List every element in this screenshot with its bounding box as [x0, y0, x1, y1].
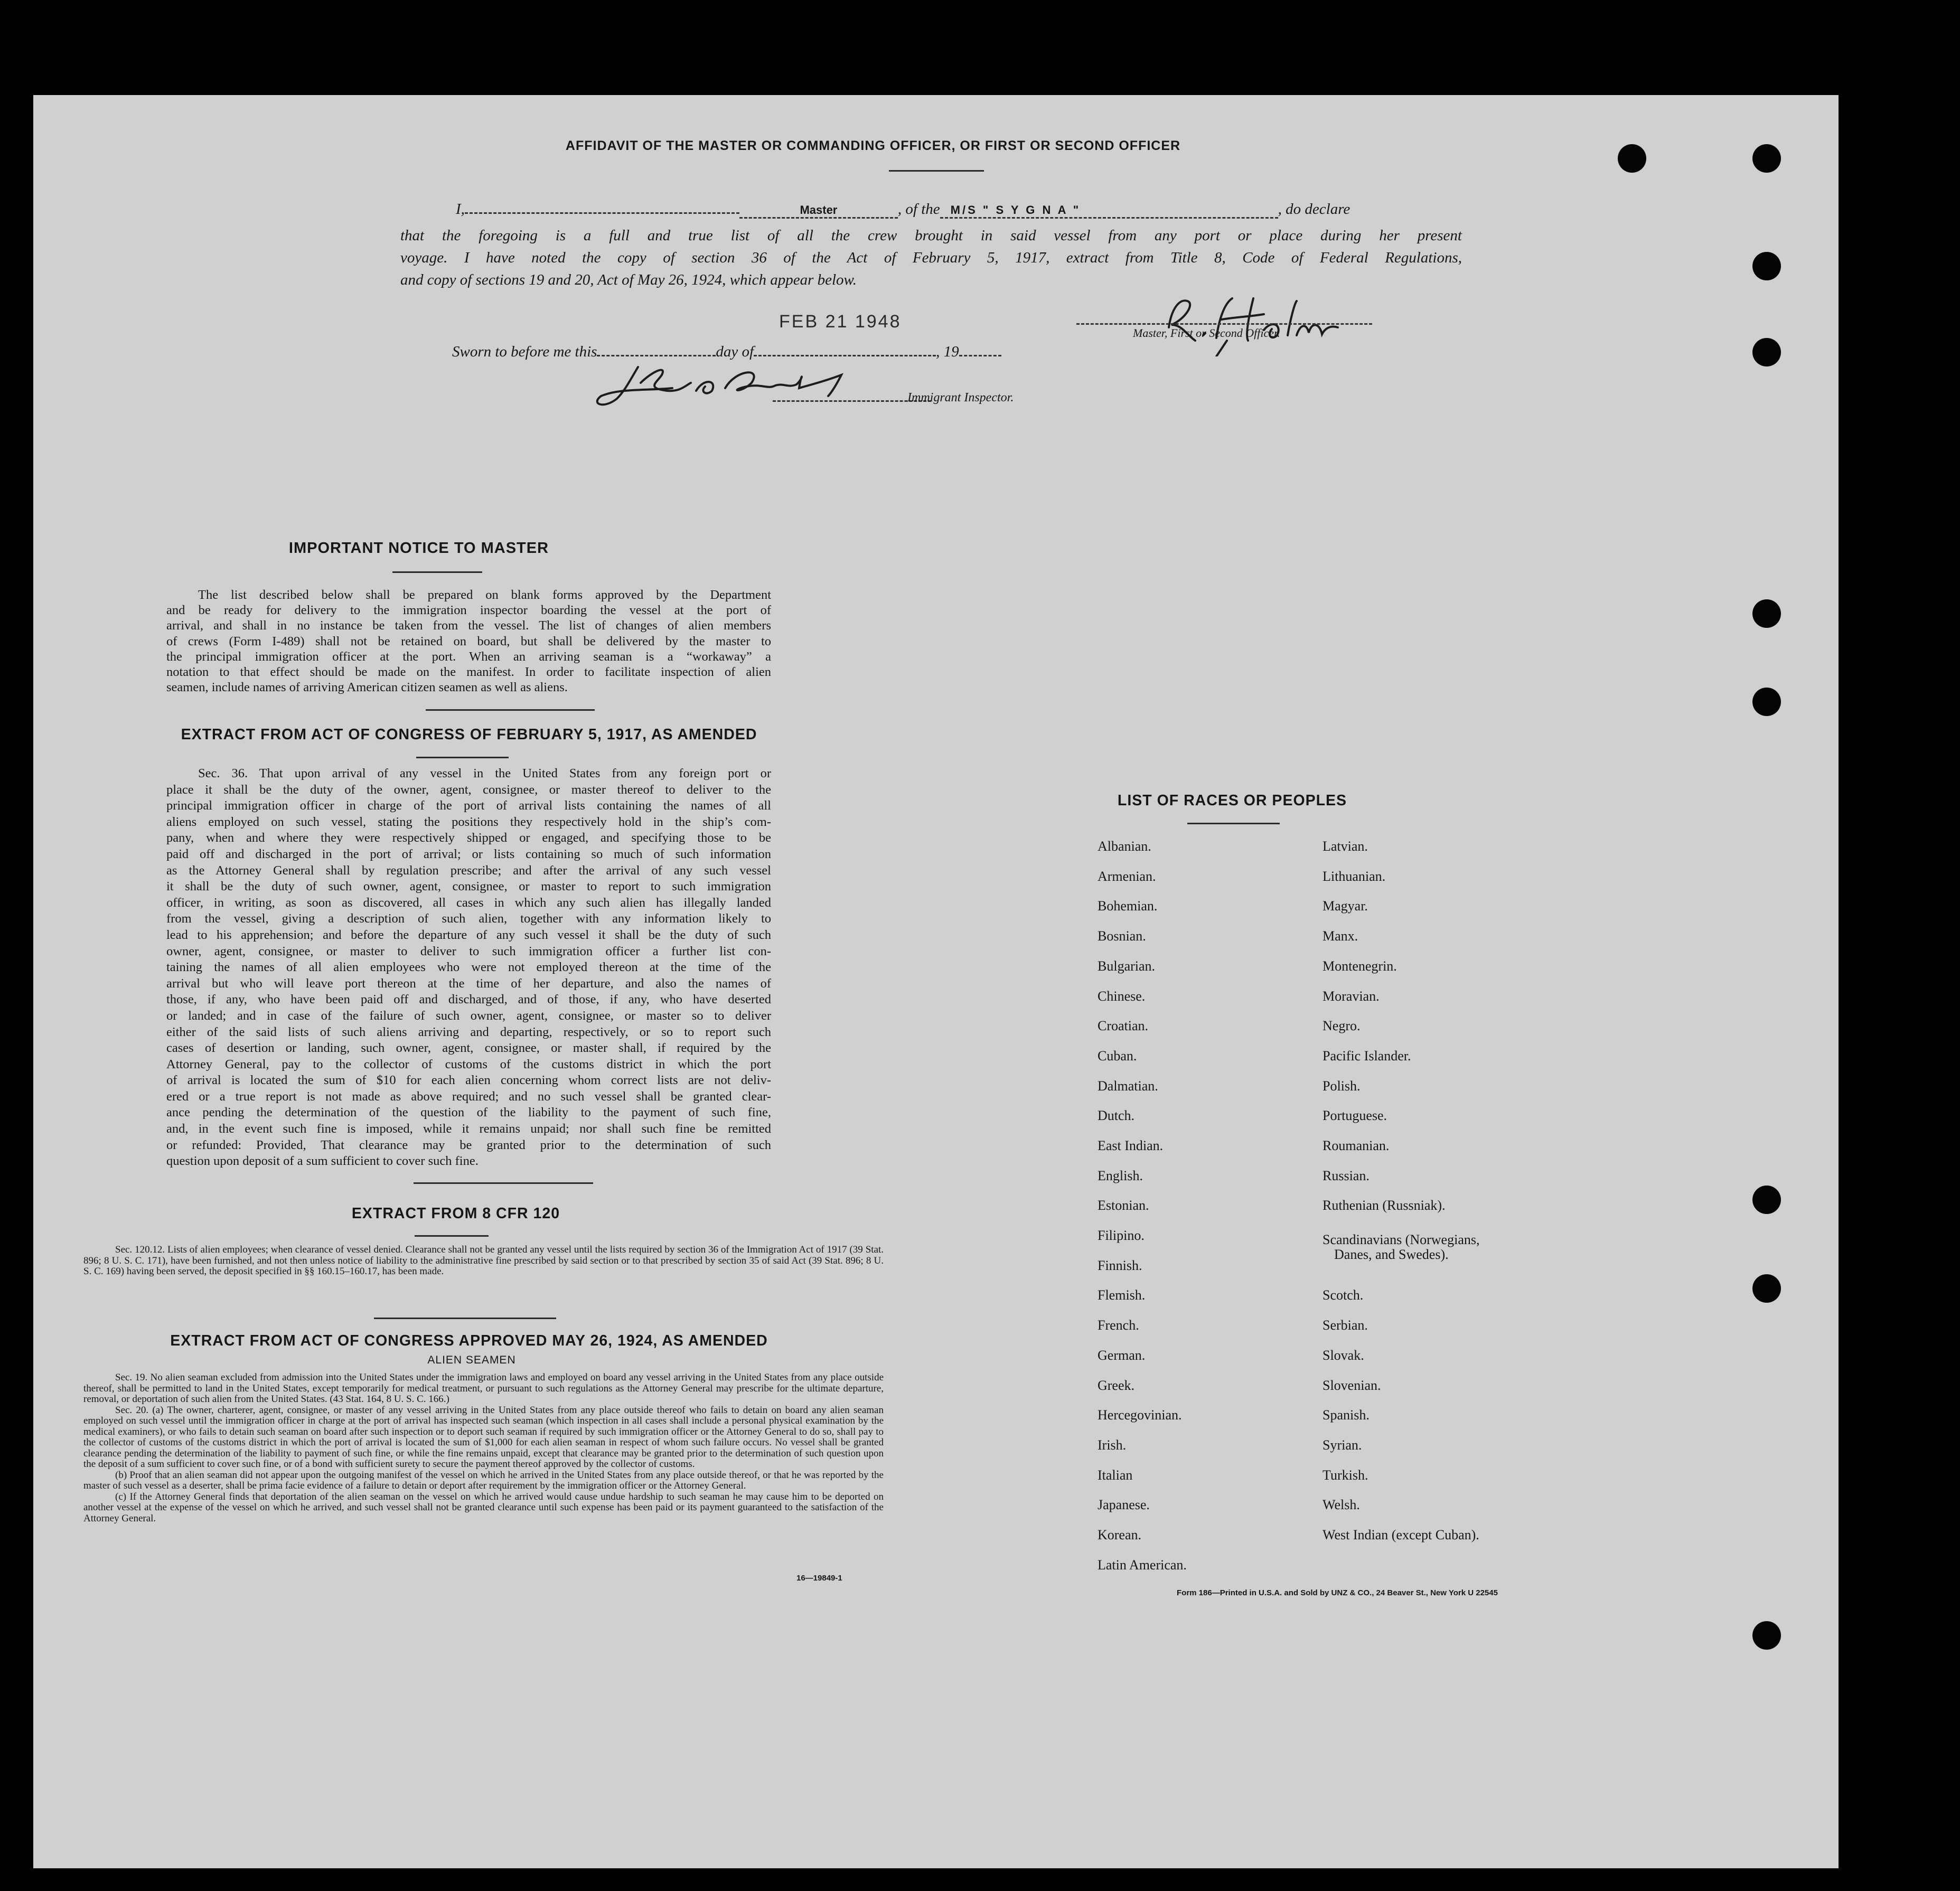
master-signature	[1158, 288, 1343, 356]
inspector-signature	[588, 359, 905, 417]
vessel-value[interactable]: M/S " S Y G N A "	[940, 203, 1278, 219]
notice-line: arrival, and shall in no instance be taken from the vessel. The list of changes of alien members	[166, 618, 771, 633]
affidavit-body	[400, 224, 1462, 291]
race-item: Dalmatian.	[1098, 1078, 1158, 1094]
race-item: Ruthenian (Russniak).	[1323, 1198, 1446, 1213]
date-stamp: FEB 21 1948	[779, 312, 902, 332]
race-item: Scandinavians (Norwegians,	[1323, 1232, 1480, 1247]
race-item: Bulgarian.	[1098, 958, 1156, 974]
punch-hole	[1752, 599, 1781, 628]
race-item: Syrian.	[1323, 1437, 1362, 1453]
extract-cfr-end-rule	[374, 1318, 556, 1319]
race-item: Manx.	[1323, 928, 1358, 944]
race-item: Montenegrin.	[1323, 958, 1397, 974]
race-item: German.	[1098, 1347, 1146, 1363]
races-rule	[1187, 823, 1280, 824]
race-item: Hercegovinian.	[1098, 1407, 1182, 1423]
section-20-b: (b) Proof that an alien seaman did not appear upon the outgoing manifest of the vessel on which he arrived in the United States from any place outside thereof, or that he was reported by the master of such vessel as a deserter, shall be prima facie evidence of a failure to detain or deport after requirement by the immigration officer or the Attorney General.	[83, 1469, 884, 1491]
section-36-line: arrival but who will leave port thereon at the time of her departure, and also the names of	[166, 976, 771, 991]
section-36-line: or refunded: Provided, That clearance may be granted prior to the determination of such	[166, 1137, 771, 1152]
master-caption: Master, First or Second Officer.	[1133, 326, 1280, 340]
notice-end-rule	[426, 709, 595, 711]
sworn-year-blank[interactable]	[959, 355, 1001, 356]
race-item: Slovenian.	[1323, 1377, 1381, 1393]
notice-line: and be ready for delivery to the immigration inspector boarding the vessel at the port of	[166, 603, 771, 618]
race-item: Estonian.	[1098, 1198, 1149, 1213]
affidavit-body-line-2: voyage. I have noted the copy of section 36 of the Act of February 5, 1917, extract from Title 8, Code of Federal Regulations,	[400, 249, 1462, 266]
section-36-line: place it shall be the duty of the owner, agent, consignee, or master thereof to deliver to the	[166, 782, 771, 797]
section-36-line: either of the said lists of such aliens arriving and departing, respectively, or so to report such	[166, 1024, 771, 1039]
notice-rule	[392, 571, 482, 573]
inspector-caption: Immigrant Inspector.	[907, 391, 1014, 404]
notice-line: seamen, include names of arriving American citizen seamen as well as aliens.	[166, 680, 568, 695]
section-36-line: or landed; and in case of the failure of such owner, agent, consignee, or master so to deliver	[166, 1008, 771, 1023]
races-title: LIST OF RACES OR PEOPLES	[1117, 792, 1347, 809]
race-item: Lithuanian.	[1323, 868, 1386, 884]
affidavit-declaration-line	[456, 201, 1459, 219]
punch-hole	[1752, 338, 1781, 366]
affidavit-body-line-3: and copy of sections 19 and 20, Act of May 26, 1924, which appear below.	[400, 271, 857, 288]
section-19: Sec. 19. No alien seaman excluded from admission into the United States under the immigration laws and employed on board any vessel arriving in the United States from any place outside thereof, shall be permitted to land in the United States, except temporarily for medical treatment, or pursuant to such regulations as the Attorney General may prescribe for the ultimate departure, removal, or deportation of such alien from the United States. (43 Stat. 164, 8 U. S. C. 166.)	[83, 1372, 884, 1405]
punch-hole	[1752, 252, 1781, 280]
title-rule	[889, 170, 984, 172]
notice-text	[166, 587, 771, 695]
section-36-line: taining the names of all alien employees who were not employed thereon at the time of the	[166, 960, 771, 975]
sworn-month-blank[interactable]	[754, 355, 936, 356]
extract-1917-rule	[416, 757, 509, 758]
race-item: Portuguese.	[1323, 1108, 1387, 1124]
year-label: , 19	[936, 343, 959, 360]
race-item: Danes, and Swedes).	[1334, 1247, 1449, 1262]
race-item: Spanish.	[1323, 1407, 1370, 1423]
section-36-line: those, if any, who have been paid off and discharged, and of those, if any, who have deserted	[166, 992, 771, 1007]
section-36-line: paid off and discharged in the port of arrival; or lists containing so much of such information	[166, 846, 771, 861]
form-code: 16—19849-1	[796, 1574, 842, 1583]
race-item: Russian.	[1323, 1168, 1370, 1183]
race-item: Cuban.	[1098, 1048, 1137, 1064]
race-item: Polish.	[1323, 1078, 1361, 1094]
race-item: Korean.	[1098, 1527, 1142, 1542]
race-item: Dutch.	[1098, 1108, 1135, 1124]
section-36-line: as the Attorney General shall by regulation prescribe; and after the arrival of any such vessel	[166, 863, 771, 878]
section-36-line: of arrival is located the sum of $10 for each alien concerning whom correct lists are not deliv-	[166, 1073, 771, 1088]
race-item: West Indian (except Cuban).	[1323, 1527, 1479, 1542]
section-120-12: Sec. 120.12. Lists of alien employees; when clearance of vessel denied. Clearance shall not be granted any vessel until the lists required by section 36 of the Immigration Act of 1917 (39 Stat. 896; 8 U. S. C. 171), have been furnished, and not then unless notice of liability to the administrative fine prescribed by said section or to that prescribed by section 35 of said Act (39 Stat. 896; 8 U. S. C. 169) having been served, the deposit specified in §§ 160.15–160.17, has been made.	[83, 1244, 884, 1277]
section-36-line: ance pending the determination of the question of the liability to the payment of such fine,	[166, 1105, 771, 1120]
punch-hole	[1752, 688, 1781, 716]
punch-hole	[1618, 144, 1646, 173]
of-the-label: , of the	[897, 201, 940, 218]
race-item: Flemish.	[1098, 1287, 1146, 1303]
printer-imprint: Form 186—Printed in U.S.A. and Sold by UNZ & CO., 24 Beaver St., New York U 22545	[1177, 1588, 1498, 1597]
extract-1917-text	[166, 766, 771, 1170]
race-item: Bosnian.	[1098, 928, 1146, 944]
race-item: Moravian.	[1323, 988, 1380, 1004]
race-item: Irish.	[1098, 1437, 1127, 1453]
race-item: Scotch.	[1323, 1287, 1364, 1303]
race-item: Croatian.	[1098, 1018, 1149, 1034]
role-value[interactable]: Master	[739, 203, 898, 219]
master-signature-line	[1076, 323, 1372, 325]
extract-1917-title: EXTRACT FROM ACT OF CONGRESS OF FEBRUARY 5, 1917, AS AMENDED	[181, 726, 757, 743]
section-36-line: officer, in writing, as soon as discovered, all cases in which any such alien has illegally landed	[166, 895, 771, 910]
race-item: Greek.	[1098, 1377, 1135, 1393]
extract-cfr-title: EXTRACT FROM 8 CFR 120	[351, 1205, 560, 1222]
notice-line: The list described below shall be prepared on blank forms approved by the Department	[198, 588, 771, 602]
declarant-name-blank[interactable]	[465, 212, 739, 214]
affidavit-title: AFFIDAVIT OF THE MASTER OR COMMANDING OFFICER, OR FIRST OR SECOND OFFICER	[565, 138, 1181, 153]
extract-1917-end-rule	[414, 1182, 593, 1184]
section-36-line: owner, agent, consignee, or master to deliver to such immigration officer a further list con-	[166, 944, 771, 958]
notice-line: the principal immigration officer at the port. When an arriving seaman is a “workaway” a	[166, 649, 771, 664]
race-item: French.	[1098, 1318, 1139, 1333]
race-item: Negro.	[1323, 1018, 1361, 1034]
section-36-line: cases of desertion or landing, such owner, agent, consignee, or master shall, if required by the	[166, 1041, 771, 1056]
extract-1924-text	[83, 1372, 884, 1524]
section-36-line: Sec. 36. That upon arrival of any vessel in the United States from any foreign port or	[198, 766, 771, 780]
race-item: Armenian.	[1098, 868, 1156, 884]
race-item: Chinese.	[1098, 988, 1146, 1004]
punch-hole	[1752, 144, 1781, 173]
sworn-line	[452, 343, 1001, 361]
sworn-label: Sworn to before me this	[452, 343, 597, 360]
extract-1924-title: EXTRACT FROM ACT OF CONGRESS APPROVED MAY 26, 1924, AS AMENDED	[170, 1332, 768, 1349]
section-36-line: aliens employed on such vessel, stating the positions they respectively hold in the ship’s com-	[166, 814, 771, 829]
section-36-line: ered or a true report is not made as above required; and no such vessel shall be granted clear-	[166, 1089, 771, 1104]
race-item: Slovak.	[1323, 1347, 1364, 1363]
notice-title: IMPORTANT NOTICE TO MASTER	[288, 540, 549, 557]
punch-hole	[1752, 1186, 1781, 1214]
race-item: Bohemian.	[1098, 898, 1158, 914]
declarant-label: I,	[456, 201, 465, 218]
extract-cfr-rule	[415, 1235, 489, 1237]
extract-cfr-text	[83, 1245, 884, 1277]
document-sheet	[33, 95, 1839, 1868]
section-36-line: it shall be the duty of such owner, agent, consignee, or master to report to such immigration	[166, 879, 771, 894]
race-item: Japanese.	[1098, 1497, 1150, 1513]
punch-hole	[1752, 1621, 1781, 1650]
race-item: English.	[1098, 1168, 1143, 1183]
do-declare-label: , do declare	[1278, 201, 1351, 218]
section-20-c: (c) If the Attorney General finds that deportation of the alien seaman on the vessel on which he arrived would cause undue hardship to such seaman he may cause him to be deported on another vessel at the expense of the vessel on which he arrived, and such vessel shall not be granted clearance until such expense has been paid or its payment guaranteed to the satisfaction of the Attorney General.	[83, 1491, 884, 1524]
race-item: Serbian.	[1323, 1318, 1368, 1333]
section-36-line: and, in the event such fine is imposed, while it remains unpaid; nor shall such fine be remitted	[166, 1122, 771, 1136]
race-item: Latvian.	[1323, 839, 1368, 854]
race-item: Finnish.	[1098, 1257, 1142, 1273]
section-36-line: pany, when and where they were respectively shipped or engaged, and specifying those to be	[166, 831, 771, 845]
race-item: Turkish.	[1323, 1467, 1368, 1483]
day-of-label: day of	[716, 343, 754, 360]
alien-seamen-subtitle: ALIEN SEAMEN	[427, 1354, 516, 1366]
section-20-a: Sec. 20. (a) The owner, charterer, agent, consignee, or master of any vessel arriving in the United States from any place outside thereof who fails to detain on board any alien seaman employed on such vessel until the immigration officer in charge at the port of arrival has inspected such seaman (which inspection in all cases shall include a personal physical examination by the medical examiners), or who fails to detain such seaman on board after such inspection or to deport such seaman if required by such immigration officer or the Attorney General to do so, shall pay to the collector of customs of the customs district in which the port of arrival is located the sum of $1,000 for each alien seaman in respect of whom such failure occurs. No vessel shall be granted clearance pending the determination of the liability to payment of such fine, or while the fine remains unpaid, except that clearance may be granted prior to the determination of such question upon the deposit of a sum sufficient to cover such fine, or of a bond with sufficient surety to secure the payment thereof approved by the collector of customs.	[83, 1404, 884, 1470]
affidavit-body-line-1: that the foregoing is a full and true list of all the crew brought in said vessel from any port or place during her present	[400, 227, 1462, 244]
race-item: Magyar.	[1323, 898, 1368, 914]
race-item: Italian	[1098, 1467, 1133, 1483]
notice-line: notation to that effect should be made on the manifest. In order to facilitate inspection of alien	[166, 665, 771, 680]
section-36-line: lead to his apprehension; and before the departure of any such vessel it shall be the duty of such	[166, 927, 771, 942]
race-item: Latin American.	[1098, 1557, 1187, 1573]
notice-line: of crews (Form I-489) shall not be retained on board, but shall be delivered by the master to	[166, 634, 771, 648]
race-item: Pacific Islander.	[1323, 1048, 1411, 1064]
section-36-line: question upon deposit of a sum sufficient to cover such fine.	[166, 1154, 479, 1169]
sworn-day-blank[interactable]	[597, 355, 716, 356]
race-item: Albanian.	[1098, 839, 1151, 854]
race-item: East Indian.	[1098, 1138, 1164, 1153]
race-item: Roumanian.	[1323, 1138, 1390, 1153]
section-36-line: principal immigration officer in charge of the port of arrival lists containing the names of all	[166, 798, 771, 813]
race-item: Welsh.	[1323, 1497, 1360, 1513]
section-36-line: Attorney General, pay to the collector of customs of the customs district in which the port	[166, 1057, 771, 1071]
section-36-line: from the vessel, giving a description of such alien, together with any information likely to	[166, 911, 771, 926]
race-item: Filipino.	[1098, 1228, 1145, 1243]
punch-hole	[1752, 1274, 1781, 1303]
